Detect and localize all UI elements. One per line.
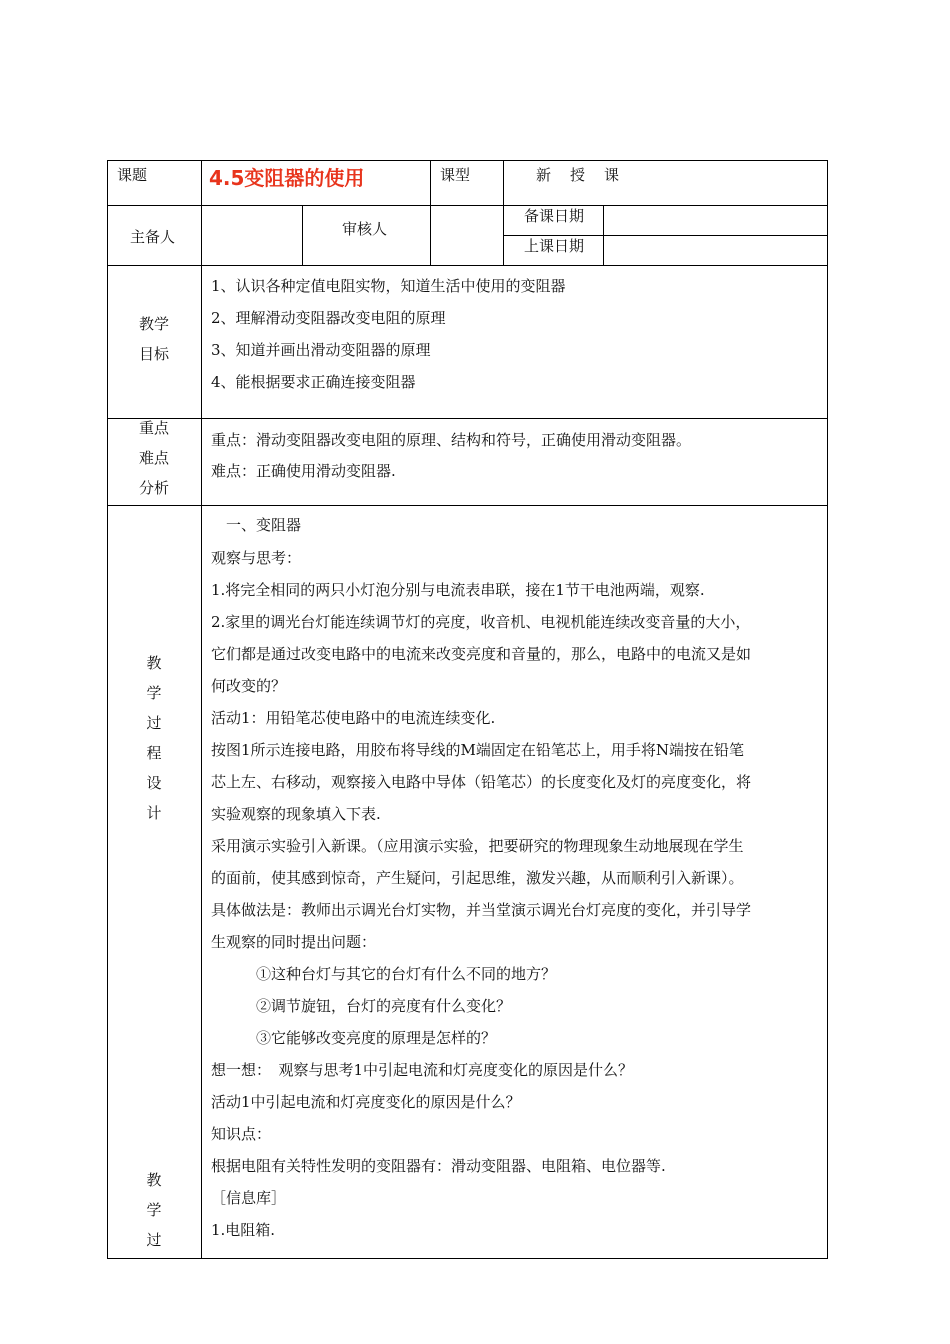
process-line: 1.将完全相同的两只小灯泡分别与电流表串联，接在1节干电池两端，观察. bbox=[211, 581, 705, 599]
process-line: 活动1：用铅笔芯使电路中的电流连续变化. bbox=[211, 709, 496, 727]
table-border-bottom bbox=[107, 1258, 828, 1259]
lesson-title: 4.5变阻器的使用 bbox=[209, 166, 365, 190]
process-line: 一、变阻器 bbox=[211, 516, 302, 534]
table-col-divider-type-value bbox=[503, 160, 504, 266]
table-row-divider-date bbox=[503, 235, 828, 236]
objective-item: 1、认识各种定值电阻实物，知道生活中使用的变阻器 bbox=[211, 277, 566, 295]
process-line: 观察与思考： bbox=[211, 549, 302, 567]
topic-label: 课题 bbox=[117, 166, 148, 184]
process-line: 采用演示实验引入新课。（应用演示实验，把要研究的物理现象生动地展现在学生 bbox=[211, 837, 744, 855]
reviewer-label: 审核人 bbox=[342, 220, 388, 238]
key-points-label: 重点 难点 分析 bbox=[138, 419, 169, 497]
prep-date-label: 备课日期 bbox=[524, 207, 585, 225]
process-line: 1.电阻箱. bbox=[211, 1221, 276, 1239]
process-line: ①这种台灯与其它的台灯有什么不同的地方？ bbox=[211, 965, 557, 983]
process-line: 根据电阻有关特性发明的变阻器有：滑动变阻器、电阻箱、电位器等. bbox=[211, 1157, 666, 1175]
table-col-divider-label bbox=[201, 160, 202, 1259]
key-point-item: 重点：滑动变阻器改变电阻的原理、结构和符号，正确使用滑动变阻器。 bbox=[211, 431, 692, 449]
process-line: 活动1中引起电流和灯亮度变化的原因是什么？ bbox=[211, 1093, 521, 1111]
process-line: 具体做法是：教师出示调光台灯实物，并当堂演示调光台灯亮度的变化，并引导学 bbox=[211, 901, 752, 919]
process-line: ②调节旋钮，台灯的亮度有什么变化？ bbox=[211, 997, 512, 1015]
table-border-top bbox=[107, 160, 828, 161]
preparer-label: 主备人 bbox=[130, 228, 176, 246]
process-line: 想一想： 观察与思考1中引起电流和灯亮度变化的原因是什么？ bbox=[211, 1061, 634, 1079]
table-col-divider-type bbox=[430, 160, 431, 266]
objective-item: 3、知道并画出滑动变阻器的原理 bbox=[211, 341, 431, 359]
process-line: 的面前，使其感到惊奇，产生疑问，引起思维，激发兴趣，从而顺利引入新课）。 bbox=[211, 869, 744, 887]
process-line: 芯上左、右移动，观察接入电路中导体（铅笔芯）的长度变化及灯的亮度变化，将 bbox=[211, 773, 752, 791]
difficulty-item: 难点：正确使用滑动变阻器. bbox=[211, 462, 396, 480]
table-row-divider-2 bbox=[107, 265, 828, 266]
process-line: 知识点： bbox=[211, 1125, 272, 1143]
class-date-label: 上课日期 bbox=[524, 237, 585, 255]
process-line: 它们都是通过改变电路中的电流来改变亮度和音量的，那么，电路中的电流又是如 bbox=[211, 645, 752, 663]
process-line: 实验观察的现象填入下表. bbox=[211, 805, 381, 823]
objectives-label: 教学 目标 bbox=[138, 315, 169, 363]
objective-item: 2、理解滑动变阻器改变电阻的原理 bbox=[211, 309, 446, 327]
objective-item: 4、能根据要求正确连接变阻器 bbox=[211, 373, 416, 391]
process-line: 何改变的？ bbox=[211, 677, 287, 695]
table-row-divider-1 bbox=[107, 205, 828, 206]
table-border-right bbox=[827, 160, 828, 1259]
lesson-type-label: 课型 bbox=[440, 166, 471, 184]
table-col-divider-reviewer bbox=[302, 205, 303, 266]
process-line: 生观察的同时提出问题： bbox=[211, 933, 377, 951]
process-label-continued: 教 学 过 bbox=[146, 1171, 162, 1249]
process-line: ③它能够改变亮度的原理是怎样的？ bbox=[211, 1029, 497, 1047]
table-col-divider-date bbox=[603, 205, 604, 266]
lesson-type-value: 新 授 课 bbox=[536, 166, 622, 184]
table-row-divider-3 bbox=[107, 418, 828, 419]
process-line: 按图1所示连接电路，用胶布将导线的M端固定在铅笔芯上，用手将N端按在铅笔 bbox=[211, 741, 745, 759]
process-line: 2.家里的调光台灯能连续调节灯的亮度，收音机、电视机能连续改变音量的大小， bbox=[211, 613, 751, 631]
table-row-divider-4 bbox=[107, 505, 828, 506]
process-label: 教 学 过 程 设 计 bbox=[146, 654, 162, 822]
process-line: ［信息库］ bbox=[211, 1189, 287, 1207]
